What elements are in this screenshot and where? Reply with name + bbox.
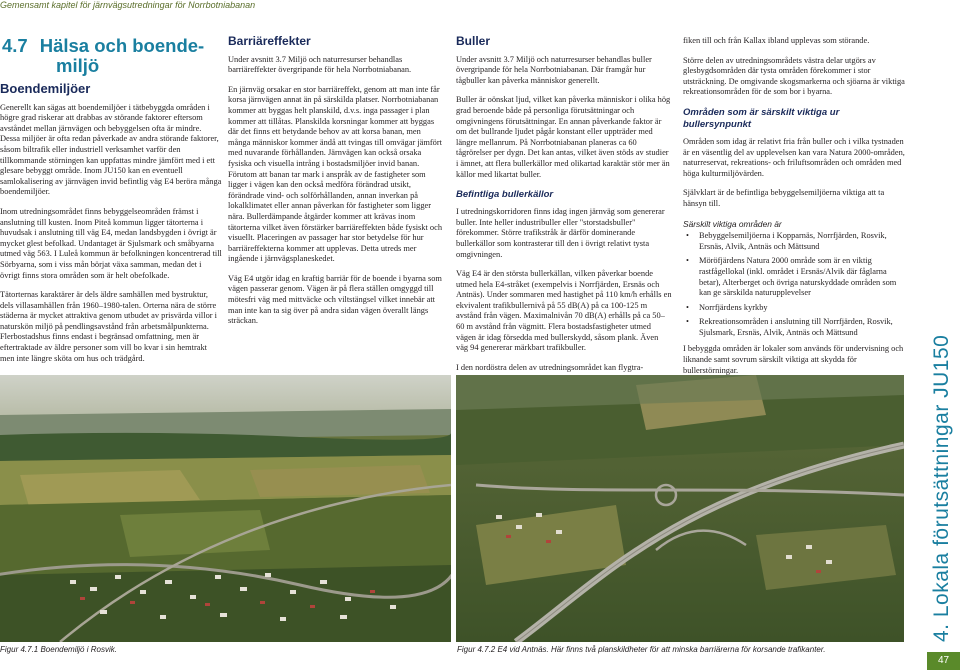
section-number: 4.7	[2, 35, 28, 56]
section-title	[2, 36, 222, 76]
heading-buller: Buller	[456, 34, 491, 48]
column-3	[456, 36, 672, 382]
paragraph: Tätorternas karaktärer är dels äldre samhällen med bystruktur, dels villasamhällen från 1960–1980-talen. Orterna nära de större städerna är mycket attraktiva genom utbudet av prisvärda villor i naturskön miljö på pendlingsavstånd från arbetsmålpunkterna. Flerbostadshus finns endast i begränsad omfattning, men är eftertraktade av äldre personer som vill bo kvar i sin hemtrakt men inte längre sköta om hus och trädgård.	[0, 290, 217, 363]
running-header: Gemensamt kapitel för järnvägsutredningar för Norrbotniabanan	[0, 0, 256, 10]
chapter-title-vertical: 4. Lokala förutsättningar JU150	[930, 334, 953, 642]
paragraph: fiken till och från Kallax ibland upplevas som störande.	[683, 36, 870, 45]
list-item: • Möröfjärdens Natura 2000 område som är en viktig rastfågellokal (inkl. området i Ersnäs/Alvik där fåglarna betar), Alterberget och övriga naturskyddade områden som kan ge särskilda naturupplevelser	[683, 256, 905, 298]
list-item: • Rekreationsområden i anslutning till Norrfjärden, Rosvik, Sjulsmark, Ersnäs, Alvik, Antnäs och Mättsund	[683, 317, 905, 338]
column-2	[228, 36, 444, 336]
list-item: • Bebyggelsemiljöerna i Kopparnäs, Norrfjärden, Rosvik, Ersnäs, Alvik, Antnäs och Mättsund	[683, 231, 905, 252]
heading-boendemiljoer: Boendemiljöer	[0, 81, 91, 96]
page-number: 47	[927, 652, 960, 670]
paragraph: Under avsnitt 3.7 Miljö och naturresurser behandlas barriäreffekter övergripande för hela Norrbotniabanan.	[228, 54, 412, 75]
paragraph: Buller är oönskat ljud, vilket kan påverka människor i olika hög grad beroende både på personliga förutsättningar och omgivningens förutsättningar. En annan påverkande faktor är om det bullrande ljudet pågår konstant eller uppträder med längre mellanrum. På Norrbotniabanan planeras ca 60 tågrörelser per dygn. Det kan antas, vilket även stöds av studier i ämnet, att flera bullerkällor med olikartad karaktär stör mer än källor med likartat buller.	[456, 95, 671, 179]
column-1	[0, 36, 222, 373]
section-title-line2: miljö	[56, 55, 100, 76]
section-title-line1: Hälsa och boende-	[39, 35, 205, 56]
bullet-list	[683, 231, 905, 338]
column-4	[683, 36, 905, 385]
heading-befintliga-bullerkallor: Befintliga bullerkällor	[456, 189, 554, 201]
photo-rosvik-aerial	[0, 375, 451, 642]
paragraph: Väg E4 är den största bullerkällan, vilken påverkar boende utmed hela E4-stråket (exempelvis i Norrfjärden, Ersnäs och Antnäs). Under sommaren med hastighet på 110 km/h erhålls en ekvivalent trafikbullernivå på 55 dB(A) på ca 100-125 m avstånd från vägen. Maximalnivån 70 dB(A) erhålls på ca 50–60 m avstånd från vägmitt. Flera bostadsfastigheter utmed vägen är idag försedda med bullerskydd, såsom plank. Även väg 94 genererar märkbart trafikbuller.	[456, 269, 672, 353]
paragraph: Områden som idag är relativt fria från buller och i vilka tystnaden är en väsentlig del av upplevelsen kan vara Natura 2000-områden, naturreservat, rekreations- och friluftsområden och områden med höga kulturmiljövärden.	[683, 136, 905, 178]
paragraph: I utredningskorridoren finns idag ingen järnväg som genererar buller. Inte heller industribuller eller "storstadsbuller" förekommer. Större trafikstråk är därför dominerande bullerkällor som kontrasterar till den i övrigt relativt tysta omgivningen.	[456, 207, 665, 259]
list-heading: Särskilt viktiga områden är	[683, 218, 782, 229]
caption-figure-1: Figur 4.7.1 Boendemiljö i Rosvik.	[0, 645, 117, 654]
paragraph: Större delen av utredningsområdets västra delar utgörs av glesbygdsområden där tysta områden förekommer i stor utsträckning. De omgivande skogsmarkerna och sjöarna är viktiga rekreationsområden för de som bor i byarna.	[683, 55, 905, 97]
heading-barriareffekter: Barriäreffekter	[228, 34, 311, 48]
photo-e4-antnas	[456, 375, 904, 642]
paragraph: I bebyggda områden är lokaler som används för undervisning och liknande samt sovrum särskilt viktiga att skydda för bullerstörningar.	[683, 344, 904, 375]
heading-viktiga-omraden: Områden som är särskilt viktiga ur bullersynpunkt	[683, 106, 840, 130]
paragraph: Väg E4 utgör idag en kraftig barriär för de boende i byarna som vägen passerar genom. Vägen är på flera ställen omgyggd till mötesfri väg med mittväcke och viltstängsel vilket innebär att man inte kan ta sig över på andra sidan vägen överallt längs sträckan.	[228, 273, 442, 326]
aerial-village-image	[0, 375, 451, 642]
chapter-tab	[908, 334, 956, 642]
paragraph: Under avsnitt 3.7 Miljö och naturresurser behandlas buller övergripande för hela Norrbotniabanan. Där framgår hur tågbuller kan påverka människor generellt.	[456, 54, 652, 85]
list-item: • Norrfjärdens kyrkby	[683, 303, 905, 314]
aerial-highway-image	[456, 375, 904, 642]
paragraph: I den nordöstra delen av utredningsområdet kan flygtra-	[456, 362, 644, 372]
caption-figure-2: Figur 4.7.2 E4 vid Antnäs. Här finns två planskildheter för att minska barriärerna för korsande trafikanter.	[457, 645, 826, 654]
paragraph: Generellt kan sägas att boendemiljöer i tätbebyggda områden i högre grad riskerar att drabbas av störande faktorer eftersom avståndet mellan järnvägen och bebyggelsen ofta är mindre. Dessa miljöer är ofta redan påverkade av andra störande faktorer, såsom biltrafik eller industriell verksamhet varför den tillkommande störningen kan uppfattas mindre jämfört med i ett glesare bebyggt område. Inom JU150 kan en eventuell samlokalisering av järnvägen invid befintlig väg E4 beröra många boendemiljöer.	[0, 102, 222, 197]
paragraph: Självklart är de befintliga bebyggelsemiljöerna viktiga att ta hänsyn till.	[683, 188, 885, 208]
paragraph: Inom utredningsområdet finns bebyggelseområden främst i anslutning till kusten. Inom Piteå kommun ligger tätorterna i huvudsak i anslutning till väg E4, medan landsbygden i övrigt är mycket glest befolkad. Undantaget är Sjulsmark och småbyarna utmed väg 563. I Luleå kommun är befolkningen koncentrerad till Sörbyarna, som i viss mån börjat växa samman, medan det i övrigt finns stora områden som är helt obefolkade.	[0, 206, 222, 280]
paragraph: En järnväg orsakar en stor barriäreffekt, genom att man inte får korsa järnvägen annat än på särskilda platser. Norrbotniabanan kommer att byggas helt planskild, d.v.s. inga passager i plan kommer att tillåtas. Planskilda korsningar kommer att byggas där det finns ett betydande behov av att korsa banan, men många människor kommer ändå att tvingas till omvägar jämfört med nuvarande förhållanden. Järnvägen kan också orsaka fysiska och visuella intrång i bostadsmiljöer invid banan. Förutom att banan tar mark i anspråk av de fastigheter som ligger i vägen kan den också medföra förändrad utsikt, förändrade vind- och solförhållanden, annan inverkan på lokalklimatet eller annan påverkan för fastigheter som ligger nära. Bullerdämpande åtgärder kommer att krävas inom tätorterna vilket även förstärker barriäreffekten både fysiskt och visuellt. Placeringen av passager har stor betydelse för hur barriäreffekterna kommer att upplevas. Detta utreds mer ingående i järnvägsplaneskedet.	[228, 84, 443, 264]
